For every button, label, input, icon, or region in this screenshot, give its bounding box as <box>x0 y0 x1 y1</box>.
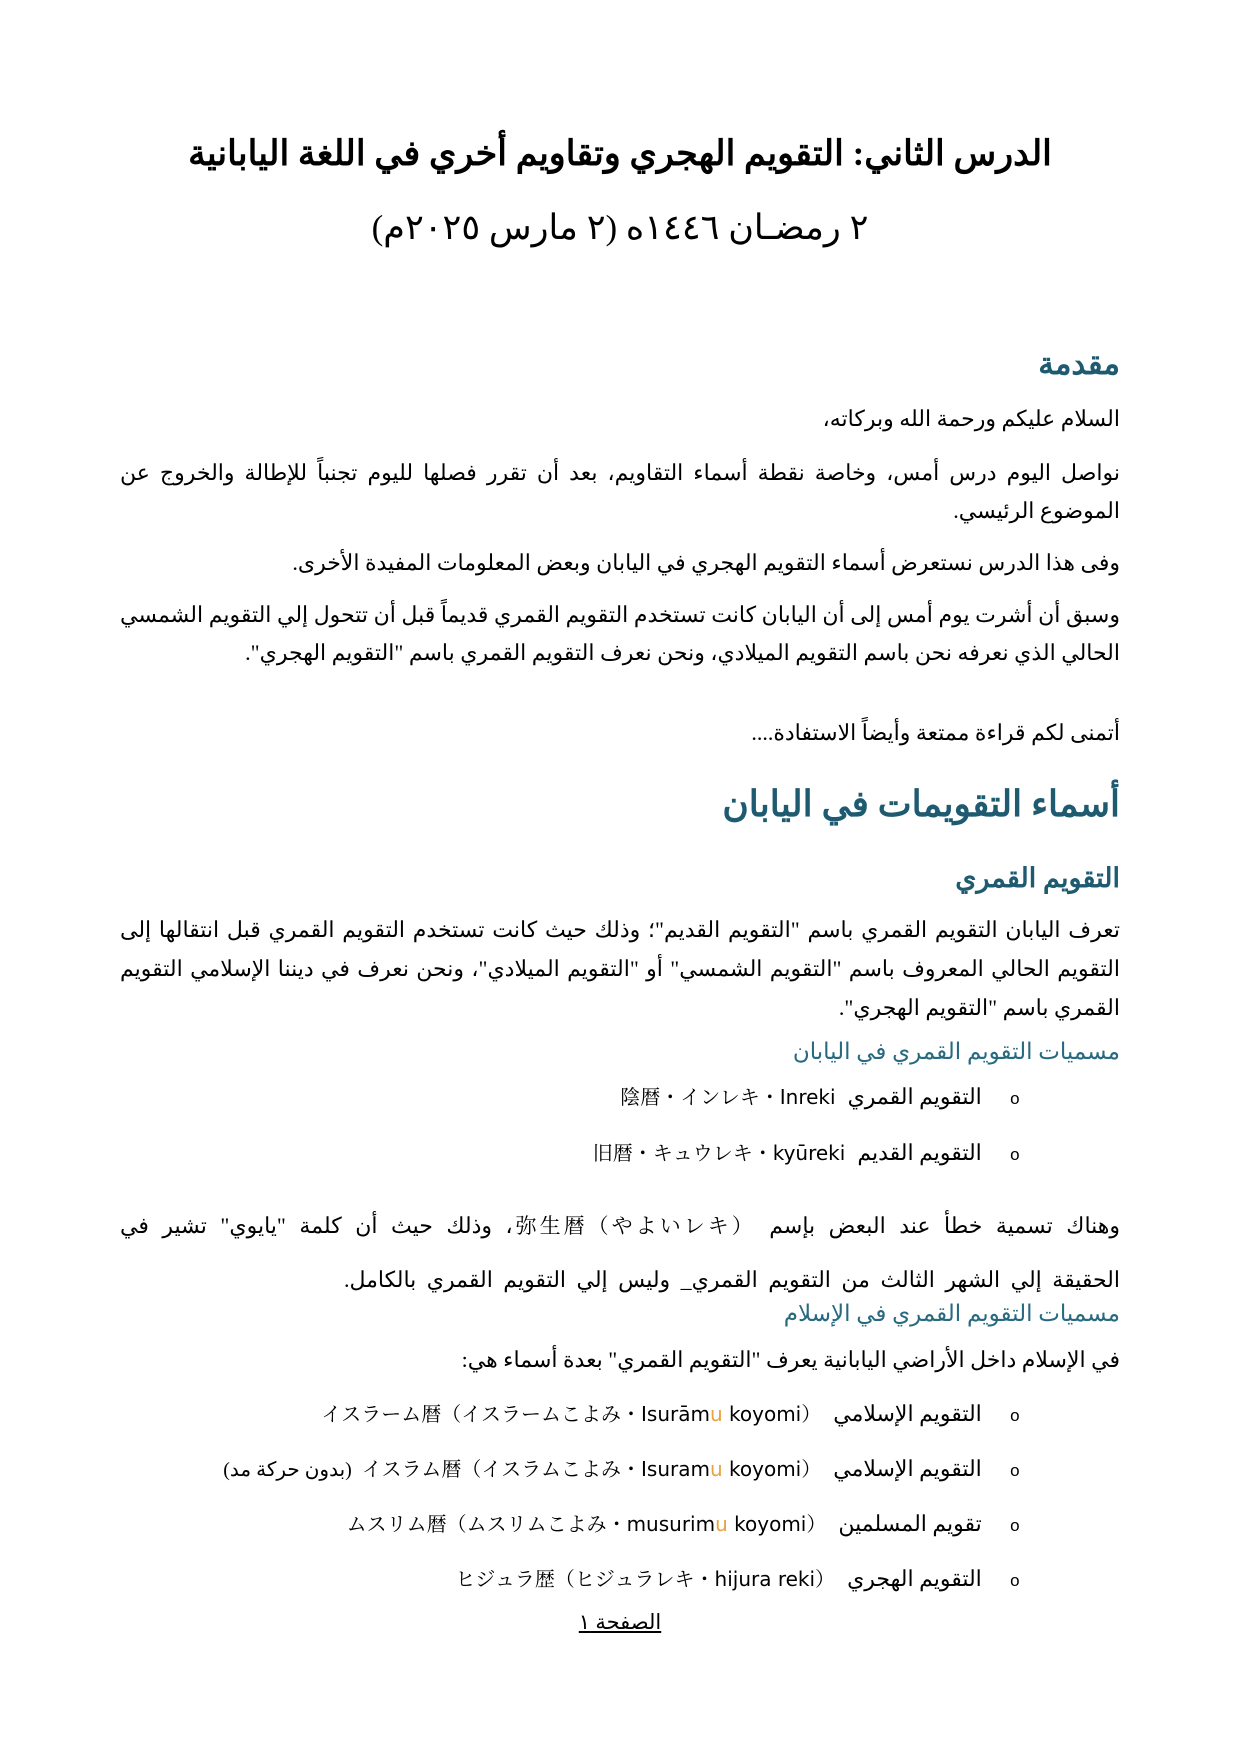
heading-calendar-names-japan: أسماء التقويمات في اليابان <box>722 784 1120 824</box>
list-item <box>120 1507 1120 1545</box>
japanese-term <box>321 1402 821 1426</box>
paragraph-previous-lesson: وسبق أن أشرت يوم أمس إلى أن اليابان كانت تستخدم التقويم القمري قديماً قبل أن تتحول إلي التقويم الشمسي الحالي الذي نعرفه نحن باسم التقويم الميلادي، ونحن نعرف التقويم القمري باسم "التقويم الهجري". <box>120 602 1120 665</box>
paragraph-lesson-overview: وفى هذا الدرس نستعرض أسماء التقويم الهجري في اليابان وبعض المعلومات المفيدة الأخرى. <box>292 550 1120 575</box>
japanese-term-text: イスラム暦（イスラムこよみ・Isuram <box>361 1457 710 1481</box>
page-footer <box>0 1610 1240 1635</box>
japanese-term <box>347 1512 827 1536</box>
heading-lunar-names-in-japan: مسميات التقويم القمري في اليابان <box>792 1039 1120 1064</box>
japanese-term <box>455 1567 835 1591</box>
paragraph-greeting: السلام عليكم ورحمة الله وبركاته، <box>822 406 1120 431</box>
list-lunar-names-islam <box>120 1397 1120 1600</box>
list-item <box>120 1081 1120 1117</box>
bullet-marker: o <box>1009 1573 1020 1592</box>
yayoi-japanese-term: 弥生暦（やよいレキ） <box>512 1214 756 1238</box>
japanese-term: 陰暦・インレキ・Inreki <box>620 1085 836 1109</box>
heading-introduction: مقدمة <box>1038 346 1120 381</box>
list-item <box>120 1397 1120 1435</box>
bullet-marker: o <box>1009 1091 1020 1110</box>
bullet-marker: o <box>1009 1463 1020 1482</box>
paragraph-reading-wish: أتمنى لكم قراءة ممتعة وأيضاً الاستفادة.... <box>751 720 1120 745</box>
bullet-marker: o <box>1009 1147 1020 1166</box>
japanese-term-text: イスラーム暦（イスラームこよみ・Isurām <box>321 1402 710 1426</box>
highlighted-letter: u <box>709 1457 723 1481</box>
arabic-term: التقويم القديم <box>857 1140 982 1165</box>
list-item <box>120 1452 1120 1490</box>
yayoi-note-pre: وهناك تسمية خطأ عند البعض بإسم <box>755 1213 1121 1238</box>
japanese-term-text: koyomi） <box>722 1402 822 1426</box>
heading-lunar-calendar: التقويم القمري <box>955 863 1120 893</box>
document-title: الدرس الثاني: التقويم الهجري وتقاويم أخري في اللغة اليابانية <box>188 134 1052 173</box>
highlighted-letter: u <box>709 1402 723 1426</box>
arabic-term: التقويم الهجري <box>847 1566 982 1591</box>
arabic-term: تقويم المسلمين <box>838 1511 982 1536</box>
arabic-term: التقويم القمري <box>847 1084 982 1109</box>
japanese-term: 旧暦・キュウレキ・kyūreki <box>592 1141 846 1165</box>
bullet-marker: o <box>1009 1518 1020 1537</box>
arabic-term: التقويم الإسلامي <box>833 1401 982 1426</box>
arabic-term: التقويم الإسلامي <box>833 1456 982 1481</box>
japanese-term-text: koyomi） <box>727 1512 827 1536</box>
paragraph-continue-lesson: نواصل اليوم درس أمس، وخاصة نقطة أسماء التقاويم، بعد أن تقرر فصلها لليوم تجنباً للإطالة والخروج عن الموضوع الرئيسي. <box>120 460 1120 523</box>
arabic-note: (بدون حركة مد) <box>223 1459 352 1481</box>
paragraph-yayoi-note <box>120 1199 1120 1307</box>
document-date: ٢ رمضـان ١٤٤٦ه (٢ مارس ٢٠٢٥م) <box>371 208 869 247</box>
paragraph-islam-names-intro: في الإسلام داخل الأراضي اليابانية يعرف "التقويم القمري" بعدة أسماء هي: <box>461 1347 1120 1372</box>
list-item <box>120 1562 1120 1600</box>
list-item <box>120 1137 1120 1173</box>
paragraph-lunar-calendar: تعرف اليابان التقويم القمري باسم "التقويم القديم"؛ وذلك حيث كانت تستخدم التقويم القمري قبل انتقالها إلى التقويم الحالي المعروف باسم "التقويم الشمسي" أو "التقويم الميلادي"، ونحن نعرف في ديننا الإسلامي التقويم القمري باسم "التقويم الهجري". <box>120 917 1120 1020</box>
japanese-term-text: ムスリム暦（ムスリムこよみ・musurim <box>346 1512 716 1536</box>
highlighted-letter: u <box>715 1512 728 1536</box>
japanese-term <box>362 1457 821 1481</box>
japanese-term-text: koyomi） <box>722 1457 822 1481</box>
japanese-term-text: ヒジュラ歴（ヒジュラレキ・hijura reki） <box>455 1567 836 1591</box>
yayoi-note-post: ، وذلك حيث أن كلمة "يايوي" تشير في الحقيقة إلي الشهر الثالث من التقويم القمري_ وليس إلي التقويم القمري بالكامل. <box>120 1213 1120 1292</box>
list-lunar-names-japan <box>120 1081 1120 1173</box>
heading-lunar-names-in-islam: مسميات التقويم القمري في الإسلام <box>783 1301 1120 1326</box>
bullet-marker: o <box>1009 1408 1020 1427</box>
page-number: الصفحة ١ <box>578 1610 662 1634</box>
